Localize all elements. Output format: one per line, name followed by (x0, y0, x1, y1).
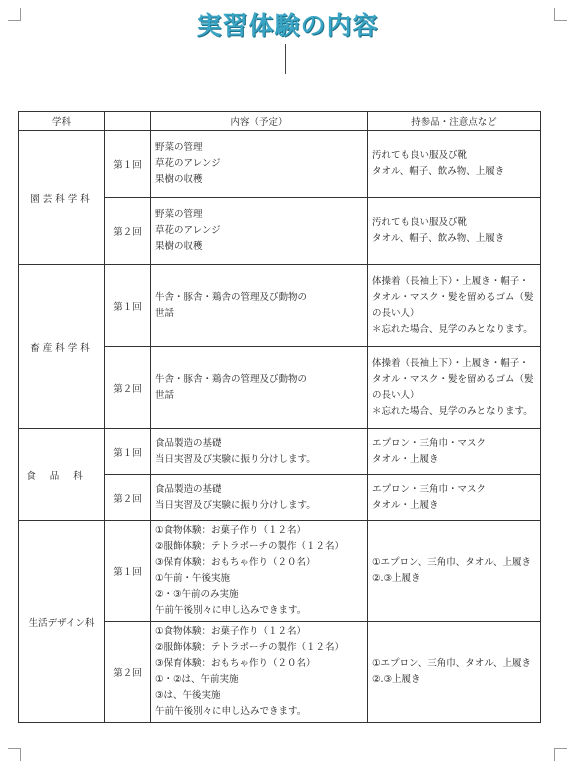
items-cell: エプロン・三角巾・マスク タオル・上履き (368, 429, 541, 475)
header-department: 学科 (19, 112, 105, 131)
items-cell: 汚れても良い服及び靴 タオル、帽子、飲み物、上履き (368, 198, 541, 265)
document-title: 実習体験の内容 (196, 11, 379, 40)
content-cell: 牛舎・豚舎・鶏舎の管理及び動物の 世話 (151, 265, 368, 347)
session-cell: 第２回 (105, 622, 151, 723)
session-cell: 第１回 (105, 265, 151, 347)
department-cell: 園芸科学科 (19, 131, 105, 265)
items-cell: 体操着（長袖上下）・上履き・帽子・タオル・マスク・髪を留めるゴム（髪の長い人） ＊忘れた場合、見学のみとなります。 (368, 265, 541, 347)
table-row (19, 131, 541, 198)
session-cell: 第１回 (105, 429, 151, 475)
table-header-row (19, 112, 541, 131)
content-cell: 野菜の管理 草花のアレンジ 果樹の収穫 (151, 131, 368, 198)
items-cell: 体操着（長袖上下）・上履き・帽子・タオル・マスク・髪を留めるゴム（髪の長い人） ＊忘れた場合、見学のみとなります。 (368, 347, 541, 429)
items-cell: ①エプロン、三角巾、タオル、上履き ②.③上履き (368, 521, 541, 622)
schedule-table (18, 111, 541, 723)
content-cell: ①食物体験：お菓子作り（１２名） ②服飾体験：テトラポーチの製作（１２名） ③保育体験：おもちゃ作り（２０名） ①午前・午後実施 ②・③午前のみ実施 午前午後別々に申し込みできます。 (151, 521, 368, 622)
content-cell: 牛舎・豚舎・鶏舎の管理及び動物の 世話 (151, 347, 368, 429)
header-items: 持参品・注意点など (368, 112, 541, 131)
header-content: 内容（予定） (151, 112, 368, 131)
department-cell: 畜産科学科 (19, 265, 105, 429)
table-row (19, 429, 541, 475)
header-session (105, 112, 151, 131)
table-row (19, 521, 541, 622)
items-cell: エプロン・三角巾・マスク タオル・上履き (368, 475, 541, 521)
content-cell: 食品製造の基礎 当日実習及び実験に振り分けします。 (151, 475, 368, 521)
items-cell: ①エプロン、三角巾、タオル、上履き ②.③上履き (368, 622, 541, 723)
margin-corner-mark (554, 748, 567, 761)
content-cell: 野菜の管理 草花のアレンジ 果樹の収穫 (151, 198, 368, 265)
session-cell: 第１回 (105, 521, 151, 622)
session-cell: 第２回 (105, 475, 151, 521)
session-cell: 第２回 (105, 198, 151, 265)
content-cell: ①食物体験：お菓子作り（１２名） ②服飾体験：テトラポーチの製作（１２名） ③保育体験：おもちゃ作り（２０名） ①・②は、午前実施 ③は、午後実施 午前午後別々に申し込みできます。 (151, 622, 368, 723)
text-cursor (285, 44, 286, 74)
margin-corner-mark (8, 748, 21, 761)
items-cell: 汚れても良い服及び靴 タオル、帽子、飲み物、上履き (368, 131, 541, 198)
session-cell: 第１回 (105, 131, 151, 198)
department-cell: 生活デザイン科 (19, 521, 105, 723)
content-cell: 食品製造の基礎 当日実習及び実験に振り分けします。 (151, 429, 368, 475)
table-row (19, 265, 541, 347)
session-cell: 第２回 (105, 347, 151, 429)
department-cell: 食品科 (19, 429, 105, 521)
